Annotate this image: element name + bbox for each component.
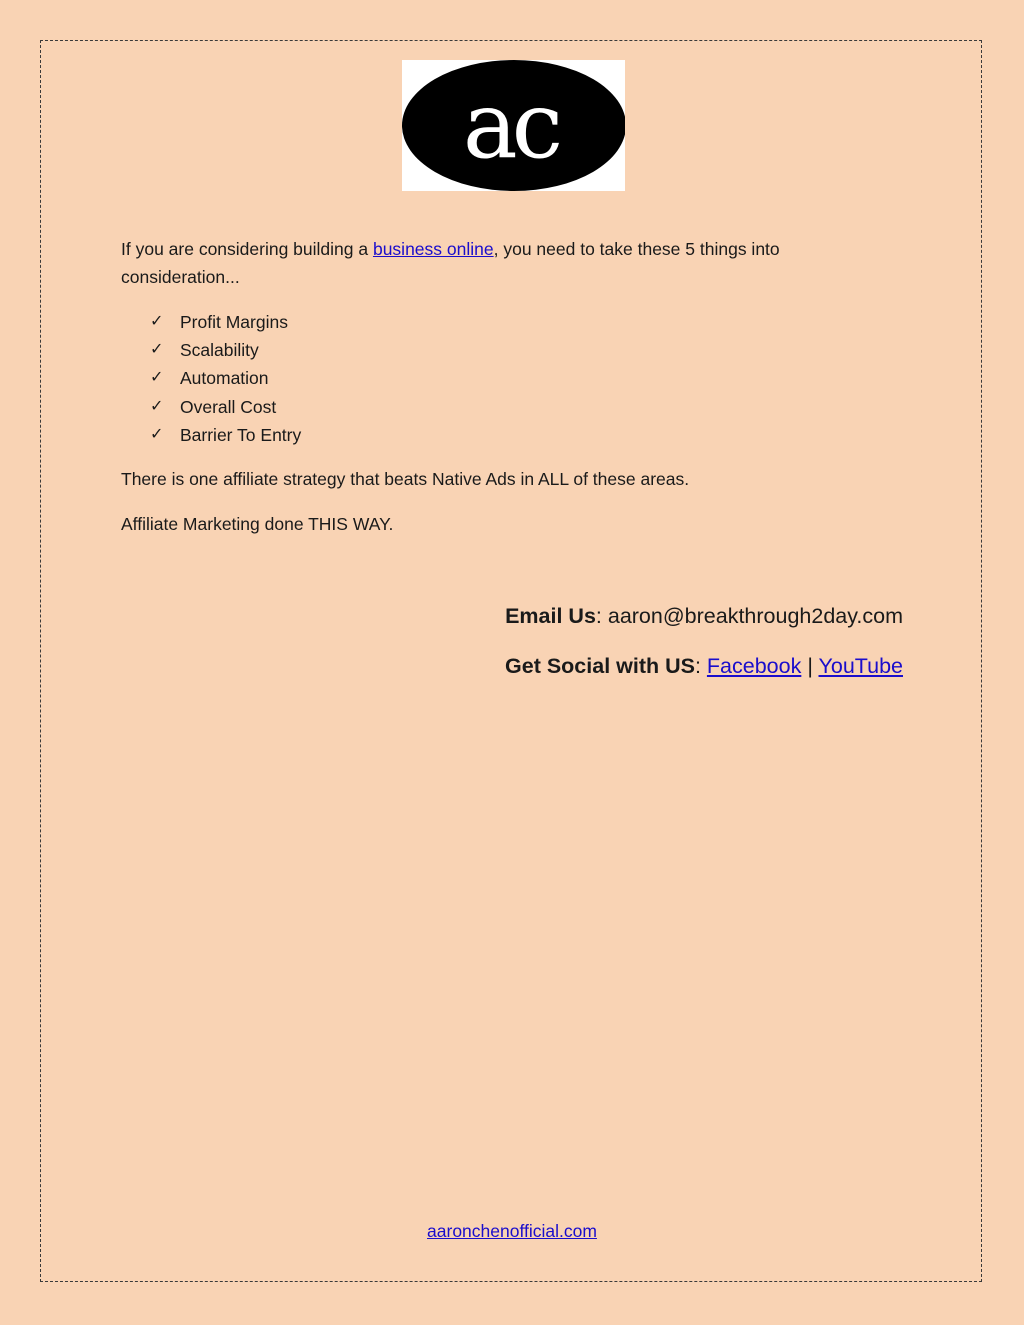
check-mark-icon: ✓ [150, 313, 164, 330]
ac-logo-icon [402, 60, 625, 191]
list-item [150, 364, 301, 392]
list-item [150, 336, 301, 364]
check-mark-icon: ✓ [150, 369, 164, 387]
intro-text-before: If you are considering building a [121, 239, 373, 259]
affiliate-strategy-paragraph: There is one affiliate strategy that beats Native Ads in ALL of these areas. [121, 469, 690, 489]
list-item [150, 308, 301, 336]
list-item [150, 421, 301, 449]
list-item-label: Overall Cost [180, 396, 277, 417]
check-mark-icon: ✓ [150, 397, 164, 415]
logo-text: ac [462, 72, 558, 179]
email-label: Email Us [505, 604, 596, 628]
youtube-link[interactable]: YouTube [818, 654, 903, 678]
facebook-link[interactable]: Facebook [706, 654, 802, 678]
list-item-label: Profit Margins [180, 312, 288, 332]
list-item-label: Barrier To Entry [180, 424, 302, 445]
social-divider: | [801, 654, 819, 678]
email-separator: : [595, 604, 608, 628]
social-label: Get Social with US [505, 654, 695, 678]
email-line [505, 601, 903, 631]
website-link[interactable]: aaronchenofficial.com [427, 1221, 597, 1241]
check-mark-icon: ✓ [150, 341, 164, 359]
list-item-label: Scalability [180, 340, 259, 361]
footer [0, 1218, 1024, 1244]
list-item-label: Automation [180, 368, 269, 389]
intro-text-after: , you need to take these 5 things into consideration... [121, 239, 780, 287]
checklist [150, 308, 301, 449]
check-mark-icon: ✓ [150, 425, 164, 443]
social-separator: : [694, 654, 707, 678]
logo [402, 60, 625, 191]
business-online-link[interactable]: business online [372, 239, 494, 259]
intro-paragraph [121, 235, 841, 291]
social-line [505, 651, 903, 681]
email-address: aaron@breakthrough2day.com [607, 604, 903, 628]
affiliate-marketing-paragraph: Affiliate Marketing done THIS WAY. [121, 514, 394, 534]
list-item [150, 393, 301, 421]
